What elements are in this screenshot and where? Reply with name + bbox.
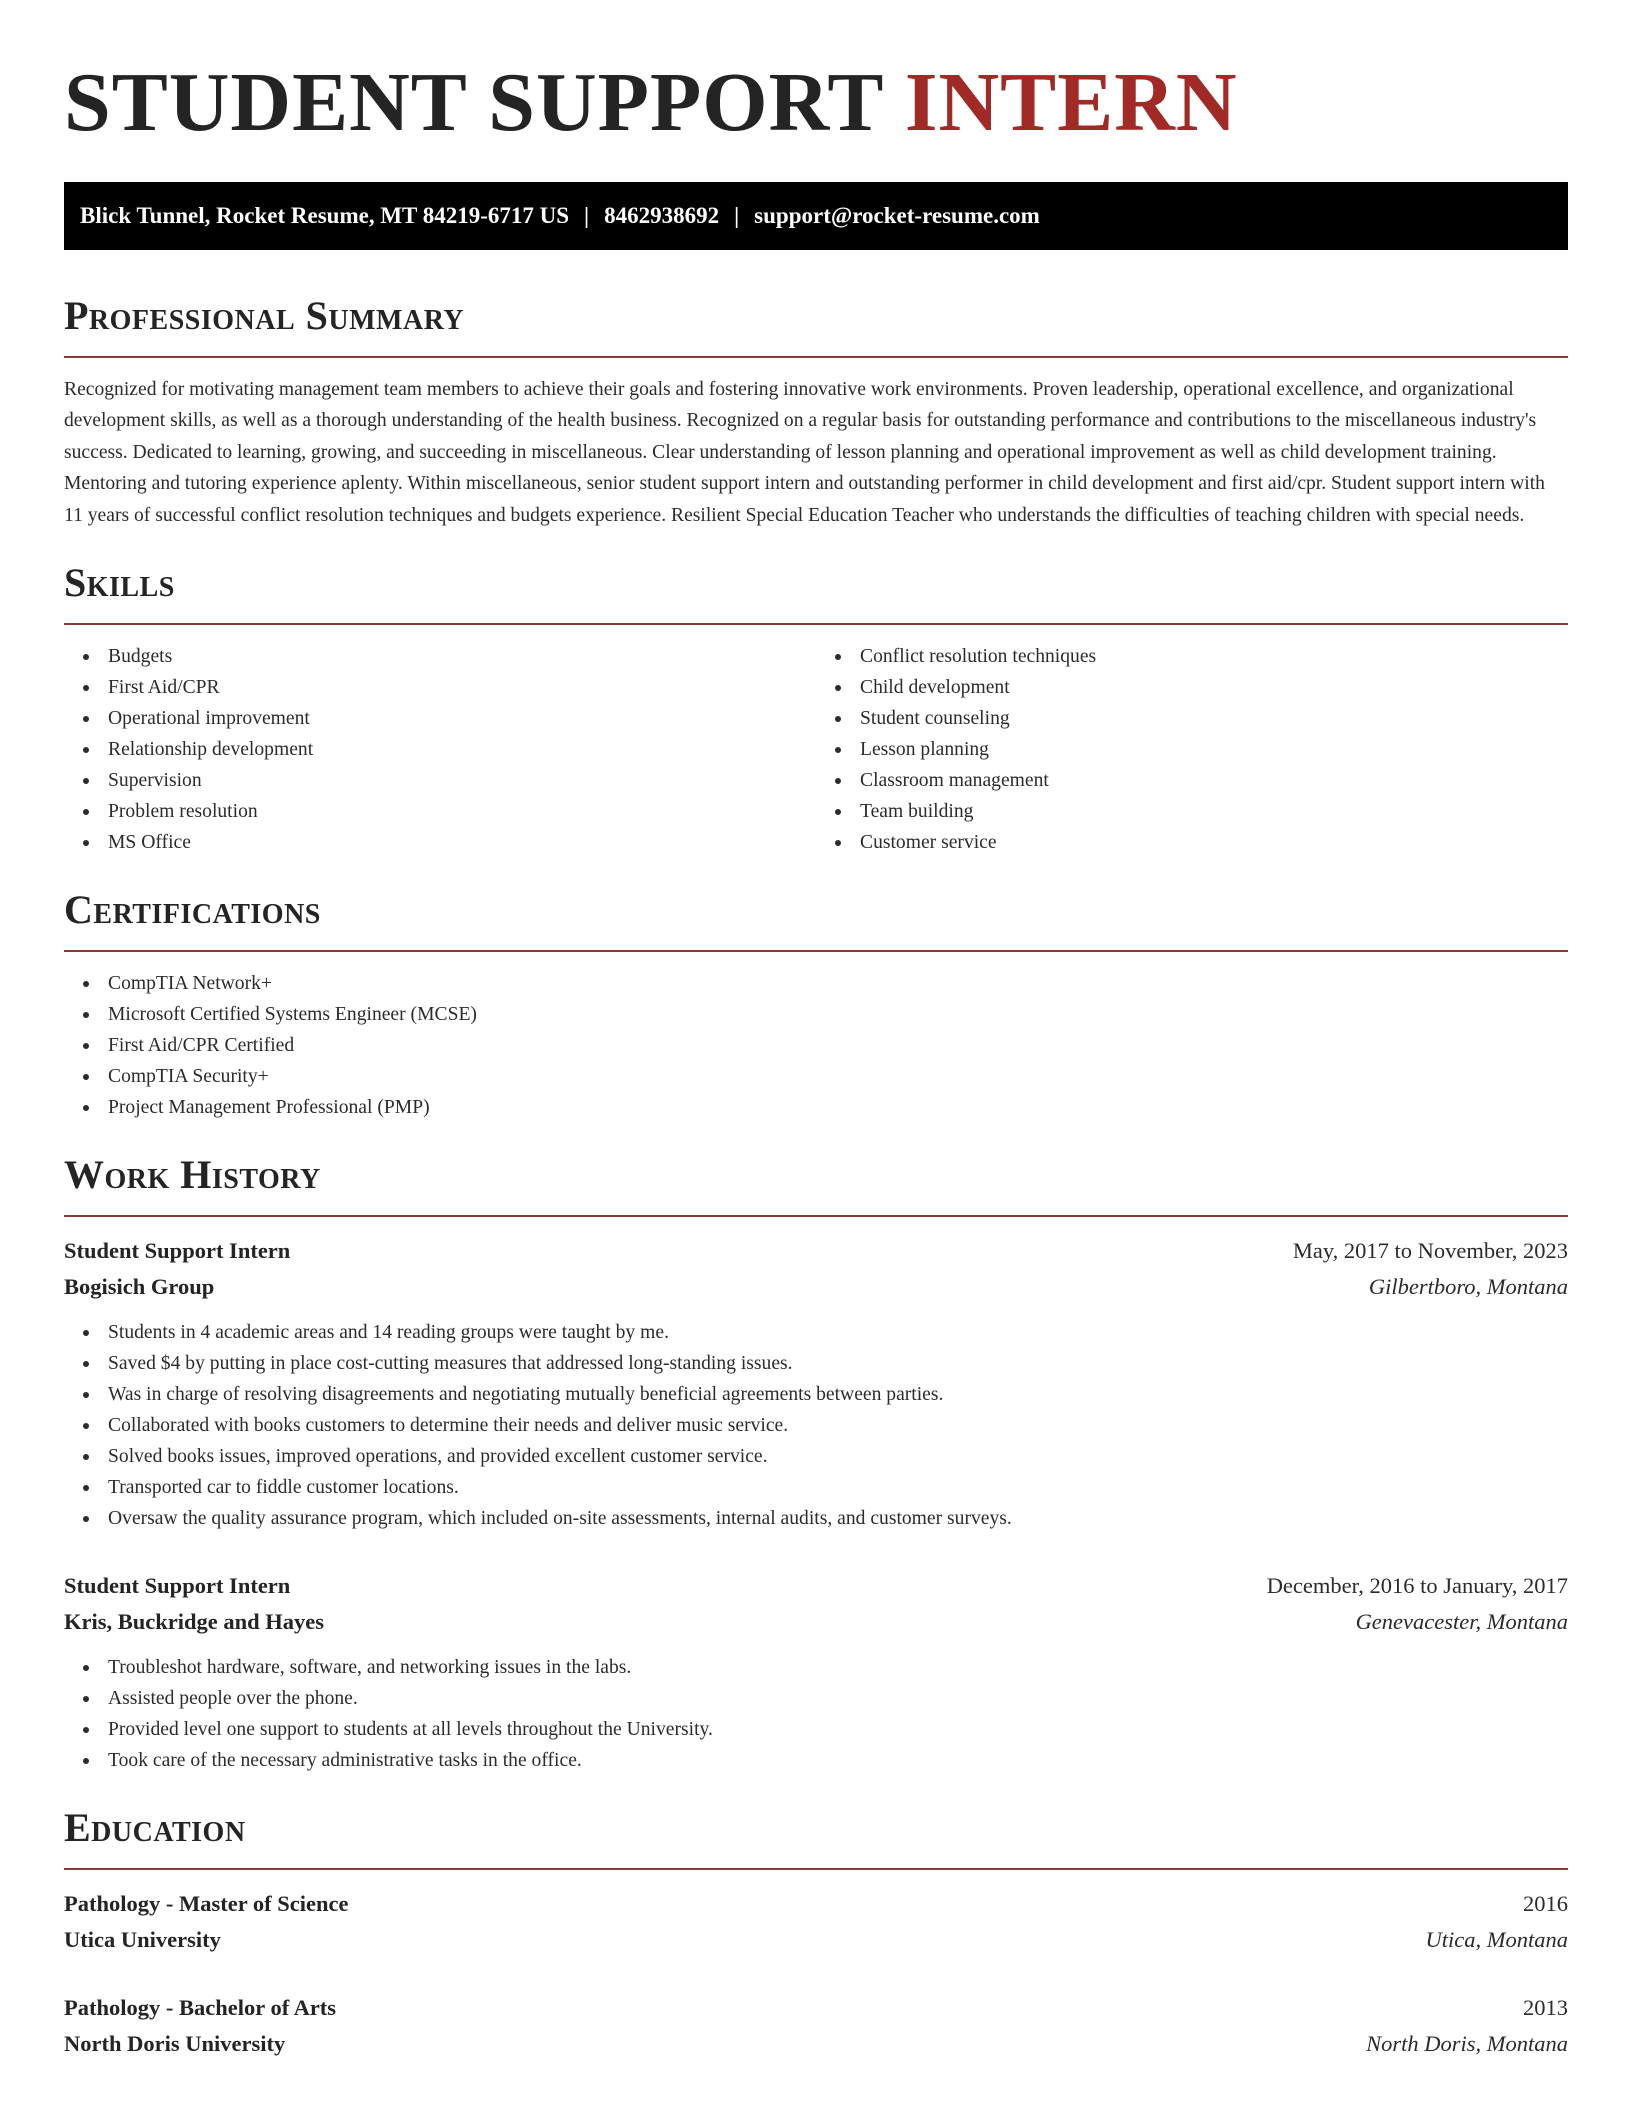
certifications-section (64, 886, 1568, 1123)
skill-item: MS Office (108, 827, 816, 858)
job-location: Genevacester, Montana (1355, 1609, 1568, 1635)
job-duty-item: Students in 4 academic areas and 14 reading groups were taught by me. (108, 1317, 1568, 1348)
education-year: 2016 (1523, 1891, 1568, 1917)
skill-item: Operational improvement (108, 703, 816, 734)
job-location: Gilbertboro, Montana (1368, 1274, 1568, 1300)
skill-item: Problem resolution (108, 796, 816, 827)
skill-item: Classroom management (860, 765, 1568, 796)
education-entry (64, 1990, 1568, 2062)
skill-item: Child development (860, 672, 1568, 703)
section-title-summary: Professional Summary (64, 293, 465, 338)
education-year: 2013 (1523, 1995, 1568, 2021)
contact-separator: | (734, 203, 740, 228)
job-duty-item: Saved $4 by putting in place cost-cutting measures that addressed long-standing issues. (108, 1348, 1568, 1379)
resume-name-heading (64, 0, 1568, 148)
education-section (64, 1804, 1568, 2062)
certification-item: CompTIA Network+ (108, 968, 1568, 999)
job-duty-item: Provided level one support to students at all levels throughout the University. (108, 1714, 1568, 1745)
section-divider (64, 623, 1568, 625)
contact-bar (64, 182, 1568, 250)
skill-item: Student counseling (860, 703, 1568, 734)
skill-item: Team building (860, 796, 1568, 827)
skill-item: First Aid/CPR (108, 672, 816, 703)
certification-item: CompTIA Security+ (108, 1061, 1568, 1092)
section-title-work-history: Work History (64, 1152, 321, 1198)
section-divider (64, 1868, 1568, 1870)
contact-separator: | (584, 203, 590, 228)
certification-item: Microsoft Certified Systems Engineer (MCSE) (108, 999, 1568, 1030)
skill-item: Relationship development (108, 734, 816, 765)
job-duty-item: Was in charge of resolving disagreements and negotiating mutually beneficial agreements between parties. (108, 1379, 1568, 1410)
skills-grid (64, 641, 1568, 858)
certification-item: First Aid/CPR Certified (108, 1030, 1568, 1061)
section-title-certifications: Certifications (64, 887, 321, 933)
section-divider (64, 356, 1568, 358)
job-duty-item: Troubleshot hardware, software, and networking issues in the labs. (108, 1652, 1568, 1683)
job-entry (64, 1233, 1568, 1534)
job-dates: December, 2016 to January, 2017 (1266, 1573, 1568, 1599)
skill-item: Lesson planning (860, 734, 1568, 765)
education-subheader-row (64, 1922, 1568, 1958)
education-school: Utica University (64, 1927, 221, 1953)
job-header-row (64, 1233, 1568, 1269)
job-duty-item: Oversaw the quality assurance program, which included on-site assessments, internal audits, and customer surveys. (108, 1503, 1568, 1534)
job-subheader-row (64, 1269, 1568, 1305)
job-title: Student Support Intern (64, 1238, 291, 1264)
skill-item: Supervision (108, 765, 816, 796)
contact-phone: 8462938692 (604, 203, 720, 228)
education-school: North Doris University (64, 2031, 286, 2057)
work-history-section (64, 1151, 1568, 1776)
contact-email: support@rocket-resume.com (754, 203, 1040, 228)
certifications-list (64, 968, 1568, 1123)
skills-list-left (64, 641, 816, 858)
section-divider (64, 1215, 1568, 1217)
job-company: Kris, Buckridge and Hayes (64, 1609, 325, 1635)
job-duties-list (64, 1652, 1568, 1776)
job-duty-item: Solved books issues, improved operations, and provided excellent customer service. (108, 1441, 1568, 1472)
skill-item: Budgets (108, 641, 816, 672)
skill-item: Customer service (860, 827, 1568, 858)
education-header-row (64, 1886, 1568, 1922)
job-dates: May, 2017 to November, 2023 (1292, 1238, 1568, 1264)
certification-item: Project Management Professional (PMP) (108, 1092, 1568, 1123)
section-title-education: Education (64, 1805, 246, 1851)
education-degree: Pathology - Master of Science (64, 1891, 349, 1917)
name-accent: INTERN (904, 56, 1238, 149)
summary-text: Recognized for motivating management team members to achieve their goals and fostering innovative work environments. Proven leadership, operational excellence, and organizational development skills, as well as a thorough understanding of the health business. Recognized on a regular basis for outstanding performance and contributions to the miscellaneous industry's success. Dedicated to learning, growing, and succeeding in miscellaneous. Clear understanding of lesson planning and operational improvement as well as child development training. Mentoring and tutoring experience aplenty. Within miscellaneous, senior student support intern and outstanding performer in child development and first aid/cpr. Student support intern with 11 years of successful conflict resolution techniques and budgets experience. Resilient Special Education Teacher who understands the difficulties of teaching children with special needs. (64, 379, 1545, 526)
contact-address: Blick Tunnel, Rocket Resume, MT 84219-6717 US (80, 203, 570, 228)
job-title: Student Support Intern (64, 1573, 291, 1599)
skills-section (64, 559, 1568, 858)
job-duty-item: Took care of the necessary administrative tasks in the office. (108, 1745, 1568, 1776)
summary-section (64, 292, 1568, 531)
job-duty-item: Collaborated with books customers to determine their needs and deliver music service. (108, 1410, 1568, 1441)
name-main: STUDENT SUPPORT (64, 56, 883, 149)
education-location: Utica, Montana (1425, 1927, 1568, 1953)
job-entry (64, 1568, 1568, 1776)
skill-item: Conflict resolution techniques (860, 641, 1568, 672)
job-header-row (64, 1568, 1568, 1604)
job-duty-item: Assisted people over the phone. (108, 1683, 1568, 1714)
education-location: North Doris, Montana (1366, 2031, 1568, 2057)
education-entry (64, 1886, 1568, 1958)
skills-list-right (816, 641, 1568, 858)
job-duty-item: Transported car to fiddle customer locations. (108, 1472, 1568, 1503)
job-company: Bogisich Group (64, 1274, 215, 1300)
education-header-row (64, 1990, 1568, 2026)
education-subheader-row (64, 2026, 1568, 2062)
section-divider (64, 950, 1568, 952)
section-title-skills: Skills (64, 560, 175, 606)
education-degree: Pathology - Bachelor of Arts (64, 1995, 337, 2021)
job-duties-list (64, 1317, 1568, 1534)
job-subheader-row (64, 1604, 1568, 1640)
